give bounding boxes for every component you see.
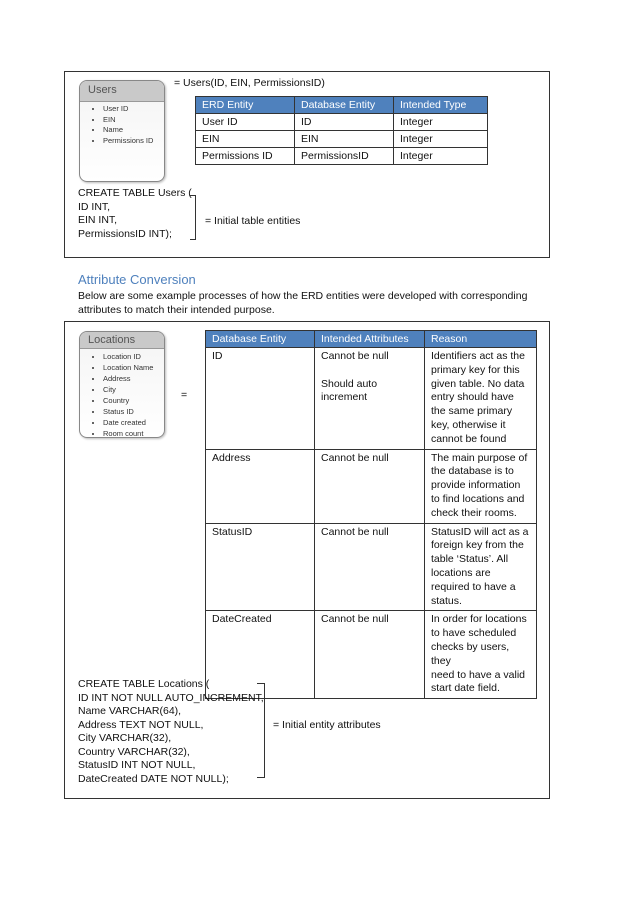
cell-line: entry should have <box>431 391 514 404</box>
table-cell <box>425 611 537 699</box>
users-sql-note: = Initial table entities <box>205 215 301 227</box>
table-cell: Address <box>206 449 315 523</box>
locations-sql-bracket <box>257 683 265 778</box>
users-sql-bracket <box>190 195 196 240</box>
sql-line: ID INT, <box>78 200 111 213</box>
cell-line <box>321 364 418 378</box>
table-cell: EIN <box>196 131 295 148</box>
sql-line: EIN INT, <box>78 214 118 226</box>
table-cell: DateCreated <box>206 611 315 699</box>
cell-line: Cannot be null <box>321 451 389 464</box>
list-item: • Permissions ID <box>103 136 164 147</box>
column-header: Intended Attributes <box>315 331 425 348</box>
table-row <box>196 131 488 148</box>
column-header: Database Entity <box>206 331 315 348</box>
table-cell <box>315 449 425 523</box>
users-relation-text: = Users(ID, EIN, PermissionsID) <box>174 77 325 89</box>
sql-line: StatusID INT NOT NULL, <box>78 759 196 771</box>
intro-line: Below are some example processes of how the ERD entities were developed with corresponding <box>78 290 528 302</box>
cell-line: start date field. <box>431 682 500 695</box>
cell-line: the same primary <box>431 405 513 418</box>
users-entity-diagram <box>79 80 165 182</box>
list-item: • Date created <box>103 417 164 428</box>
locations-sql-code <box>78 678 264 786</box>
cell-line: foreign key from the <box>431 539 524 552</box>
column-header: ERD Entity <box>196 97 295 114</box>
cell-line: provide information <box>431 479 521 492</box>
column-header: Intended Type <box>394 97 488 114</box>
cell-line: key, otherwise it <box>431 418 506 431</box>
list-item: • City <box>103 384 164 395</box>
list-item: • Room count <box>103 428 164 438</box>
column-header: Database Entity <box>295 97 394 114</box>
users-sql-code <box>78 187 192 241</box>
table-header-row <box>196 97 488 114</box>
sql-line: City VARCHAR(32), <box>78 732 172 744</box>
table-row <box>206 348 537 450</box>
cell-line: to have scheduled <box>431 627 517 640</box>
list-item: • Name <box>103 125 164 136</box>
cell-line: check their rooms. <box>431 506 517 519</box>
table-row <box>196 148 488 165</box>
table-cell: Integer <box>394 148 488 165</box>
sql-line: Address TEXT NOT NULL, <box>78 718 204 731</box>
cell-line: increment <box>321 391 368 404</box>
table-cell <box>425 348 537 450</box>
cell-line: to find locations and <box>431 492 525 505</box>
table-cell: User ID <box>196 114 295 131</box>
cell-line: given table. No data <box>431 377 525 390</box>
cell-line: the database is to <box>431 465 514 478</box>
sql-line: ID INT NOT NULL AUTO_INCREMENT, <box>78 691 264 704</box>
list-item: • Address <box>103 373 164 384</box>
list-item: • Location Name <box>103 362 164 373</box>
locations-sql-note: = Initial entity attributes <box>273 719 381 731</box>
section-heading: Attribute Conversion <box>78 272 196 287</box>
list-item: • Location ID <box>103 351 164 362</box>
cell-line: locations are <box>431 566 491 579</box>
sql-line: PermissionsID INT); <box>78 227 172 240</box>
users-entity-attribute-list <box>80 104 164 147</box>
cell-line: primary key for this <box>431 363 520 376</box>
list-item: • EIN <box>103 115 164 126</box>
cell-line: cannot be found <box>431 432 507 445</box>
list-item: • Country <box>103 395 164 406</box>
table-cell: StatusID <box>206 523 315 611</box>
locations-entity-attribute-list <box>80 351 164 438</box>
cell-line: The main purpose of <box>431 451 528 464</box>
cell-line: required to have a <box>431 580 516 593</box>
column-header: Reason <box>425 331 537 348</box>
users-entity-title: Users <box>80 81 164 102</box>
table-cell: EIN <box>295 131 394 148</box>
cell-line: In order for locations <box>431 613 527 626</box>
cell-line: Cannot be null <box>321 525 389 538</box>
table-header-row <box>206 331 537 348</box>
table-cell: ID <box>295 114 394 131</box>
sql-line: CREATE TABLE Locations ( <box>78 678 210 690</box>
sql-line: Name VARCHAR(64), <box>78 705 182 717</box>
table-cell: PermissionsID <box>295 148 394 165</box>
locations-entity-title: Locations <box>80 332 164 349</box>
table-cell <box>315 523 425 611</box>
list-item: • Status ID <box>103 406 164 417</box>
table-cell: ID <box>206 348 315 450</box>
users-mapping-table <box>195 96 488 165</box>
table-cell <box>315 348 425 450</box>
table-row <box>196 114 488 131</box>
cell-line: checks by users, they <box>431 640 510 667</box>
locations-attribute-table <box>205 330 537 699</box>
cell-line: Cannot be null <box>321 613 389 626</box>
cell-line: status. <box>431 594 462 607</box>
cell-line: Identifiers act as the <box>431 350 525 362</box>
locations-entity-diagram <box>79 331 165 438</box>
table-cell <box>425 449 537 523</box>
table-cell: Integer <box>394 131 488 148</box>
table-cell: Permissions ID <box>196 148 295 165</box>
table-cell: Integer <box>394 114 488 131</box>
locations-equals-sign: = <box>181 389 188 401</box>
cell-line: StatusID will act as a <box>431 525 529 538</box>
sql-line: CREATE TABLE Users ( <box>78 187 192 199</box>
sql-line: DateCreated DATE NOT NULL); <box>78 772 229 785</box>
cell-line: Should auto <box>321 377 378 390</box>
list-item: • User ID <box>103 104 164 115</box>
table-row <box>206 523 537 611</box>
table-cell <box>315 611 425 699</box>
cell-line: table ‘Status’. All <box>431 553 509 566</box>
cell-line: Cannot be null <box>321 350 389 362</box>
intro-line: attributes to match their intended purpose. <box>78 304 275 316</box>
table-cell <box>425 523 537 611</box>
sql-line: Country VARCHAR(32), <box>78 745 190 758</box>
table-row <box>206 449 537 523</box>
cell-line: need to have a valid <box>431 668 525 681</box>
